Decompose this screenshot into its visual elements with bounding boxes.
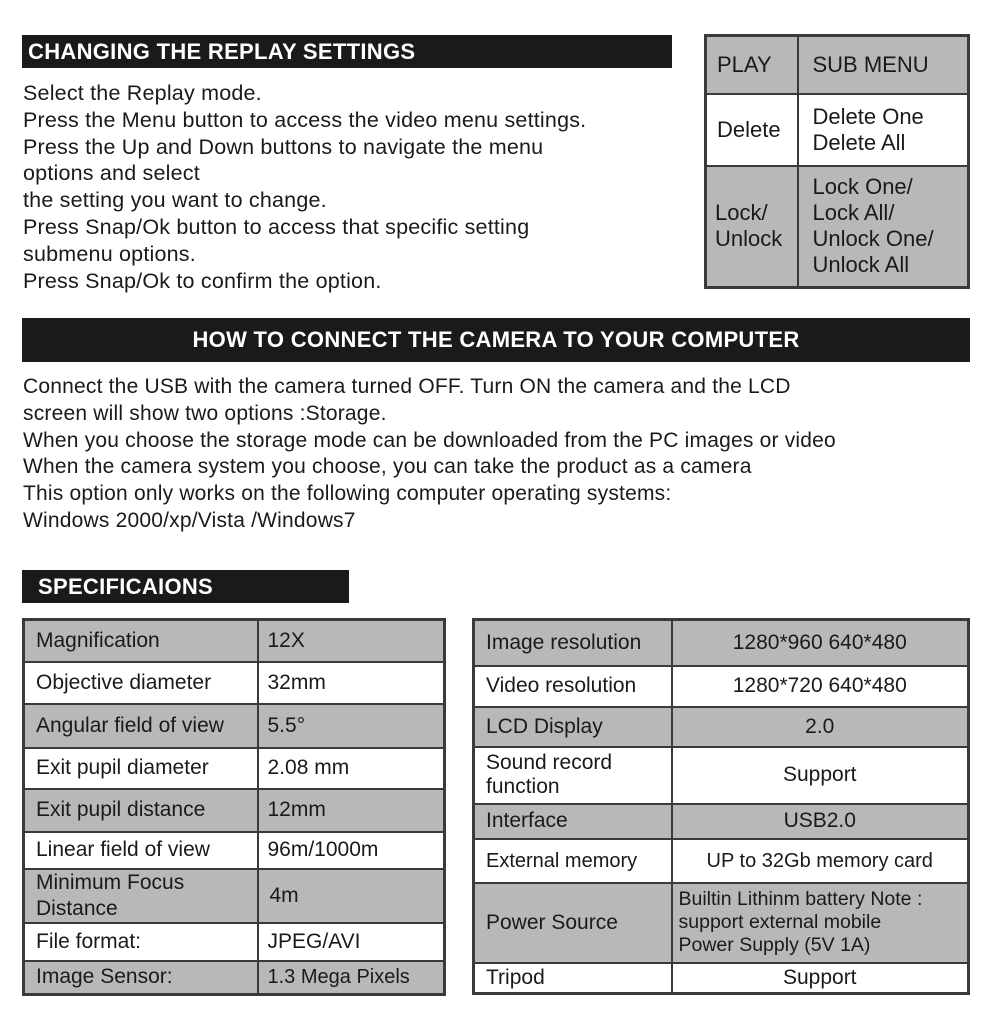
spec-value: USB2.0 bbox=[672, 804, 969, 839]
spec-row bbox=[474, 804, 969, 839]
submenu-option: Unlock One/ bbox=[812, 226, 934, 252]
spec-row bbox=[24, 704, 445, 748]
spec-value: 4m bbox=[258, 869, 445, 923]
replay-heading-text: CHANGING THE REPLAY SETTINGS bbox=[28, 38, 416, 64]
spec-row bbox=[24, 789, 445, 832]
connect-instructions bbox=[23, 374, 836, 535]
submenu-option: Delete One bbox=[812, 103, 924, 129]
menu-header-submenu: SUB MENU bbox=[798, 36, 969, 94]
menu-header-play: PLAY bbox=[706, 36, 798, 94]
spec-label-line: Sound record bbox=[486, 751, 613, 774]
spec-row bbox=[474, 620, 969, 666]
spec-value: Support bbox=[672, 747, 969, 804]
spec-row bbox=[24, 961, 445, 995]
spec-value-line: support external mobile bbox=[678, 911, 882, 933]
spec-label-line: function bbox=[486, 775, 560, 798]
spec-label: Exit pupil diameter bbox=[24, 748, 258, 789]
spec-label: Objective diameter bbox=[24, 662, 258, 704]
spec-label bbox=[24, 869, 258, 923]
connect-line: This option only works on the following computer operating systems: bbox=[23, 482, 672, 506]
spec-row bbox=[24, 748, 445, 789]
play-mode-line: Lock/ bbox=[715, 200, 768, 226]
spec-label: Video resolution bbox=[474, 666, 672, 707]
play-mode-line: Unlock bbox=[715, 226, 783, 252]
specs-heading bbox=[22, 570, 349, 603]
submenu-option: Delete All bbox=[812, 129, 906, 155]
menu-play-lock bbox=[706, 166, 798, 288]
spec-row bbox=[24, 832, 445, 869]
spec-value: 2.0 bbox=[672, 707, 969, 747]
spec-label: Interface bbox=[474, 804, 672, 839]
replay-line: options and select bbox=[23, 161, 200, 186]
connect-line: Connect the USB with the camera turned OFF. Turn ON the camera and the LCD bbox=[23, 375, 791, 398]
spec-label: Exit pupil distance bbox=[24, 789, 258, 832]
spec-label: Tripod bbox=[474, 963, 672, 994]
spec-value: 2.08 mm bbox=[258, 748, 445, 789]
spec-row bbox=[474, 666, 969, 707]
spec-row bbox=[474, 963, 969, 994]
spec-value: 12X bbox=[258, 620, 445, 662]
replay-line: Press Snap/Ok button to access that specific setting bbox=[23, 214, 530, 239]
spec-value: 5.5° bbox=[258, 704, 445, 748]
spec-label bbox=[474, 747, 672, 804]
spec-row bbox=[24, 620, 445, 662]
spec-value: UP to 32Gb memory card bbox=[672, 839, 969, 883]
spec-label-line: Distance bbox=[36, 896, 118, 920]
menu-row-lock bbox=[706, 166, 969, 288]
replay-instructions bbox=[23, 80, 586, 294]
spec-value: 32mm bbox=[258, 662, 445, 704]
submenu-option: Lock All/ bbox=[812, 200, 895, 226]
spec-row bbox=[24, 923, 445, 961]
spec-label: LCD Display bbox=[474, 707, 672, 747]
spec-value: 1280*960 640*480 bbox=[672, 620, 969, 666]
spec-label: Angular field of view bbox=[24, 704, 258, 748]
spec-row bbox=[474, 883, 969, 963]
replay-line: Press the Up and Down buttons to navigate the menu bbox=[23, 134, 544, 159]
connect-heading bbox=[22, 318, 970, 362]
spec-value-line: Builtin Lithinm battery Note : bbox=[678, 888, 923, 910]
spec-table-left bbox=[22, 618, 446, 996]
spec-label: Image Sensor: bbox=[24, 961, 258, 995]
connect-heading-text: HOW TO CONNECT THE CAMERA TO YOUR COMPUTER bbox=[192, 327, 800, 352]
spec-row bbox=[474, 839, 969, 883]
spec-row bbox=[474, 707, 969, 747]
replay-line: Select the Replay mode. bbox=[23, 81, 262, 105]
spec-value bbox=[672, 883, 969, 963]
spec-value: Support bbox=[672, 963, 969, 994]
specs-heading-text: SPECIFICAIONS bbox=[38, 573, 214, 599]
connect-line: screen will show two options :Storage. bbox=[23, 401, 387, 425]
spec-value: JPEG/AVI bbox=[258, 923, 445, 961]
spec-value-line: Power Supply (5V 1A) bbox=[678, 934, 871, 956]
submenu-option: Lock One/ bbox=[812, 174, 913, 200]
spec-label: Linear field of view bbox=[24, 832, 258, 869]
replay-line: the setting you want to change. bbox=[23, 188, 327, 213]
spec-label: File format: bbox=[24, 923, 258, 961]
spec-label: Magnification bbox=[24, 620, 258, 662]
spec-table-right bbox=[472, 618, 970, 995]
replay-line: submenu options. bbox=[23, 241, 196, 266]
menu-sub-delete bbox=[798, 94, 969, 166]
connect-line: When the camera system you choose, you can take the product as a camera bbox=[23, 455, 752, 479]
menu-table-header bbox=[706, 36, 969, 94]
spec-row bbox=[24, 869, 445, 923]
spec-row bbox=[24, 662, 445, 704]
spec-label: Power Source bbox=[474, 883, 672, 963]
replay-line: Press Snap/Ok to confirm the option. bbox=[23, 268, 382, 293]
spec-value: 12mm bbox=[258, 789, 445, 832]
menu-row-delete bbox=[706, 94, 969, 166]
submenu-option: Unlock All bbox=[812, 252, 910, 278]
replay-line: Press the Menu button to access the video menu settings. bbox=[23, 107, 587, 132]
spec-row bbox=[474, 747, 969, 804]
connect-line: Windows 2000/xp/Vista /Windows7 bbox=[23, 508, 356, 532]
play-menu-table bbox=[704, 34, 970, 289]
menu-play-delete: Delete bbox=[706, 94, 798, 166]
spec-value: 1280*720 640*480 bbox=[672, 666, 969, 707]
spec-label: Image resolution bbox=[474, 620, 672, 666]
spec-value: 1.3 Mega Pixels bbox=[258, 961, 445, 995]
spec-value: 96m/1000m bbox=[258, 832, 445, 869]
spec-label: External memory bbox=[474, 839, 672, 883]
menu-sub-lock bbox=[798, 166, 969, 288]
connect-line: When you choose the storage mode can be downloaded from the PC images or video bbox=[23, 428, 836, 452]
spec-label-line: Minimum Focus bbox=[36, 870, 185, 894]
replay-heading bbox=[22, 35, 672, 68]
